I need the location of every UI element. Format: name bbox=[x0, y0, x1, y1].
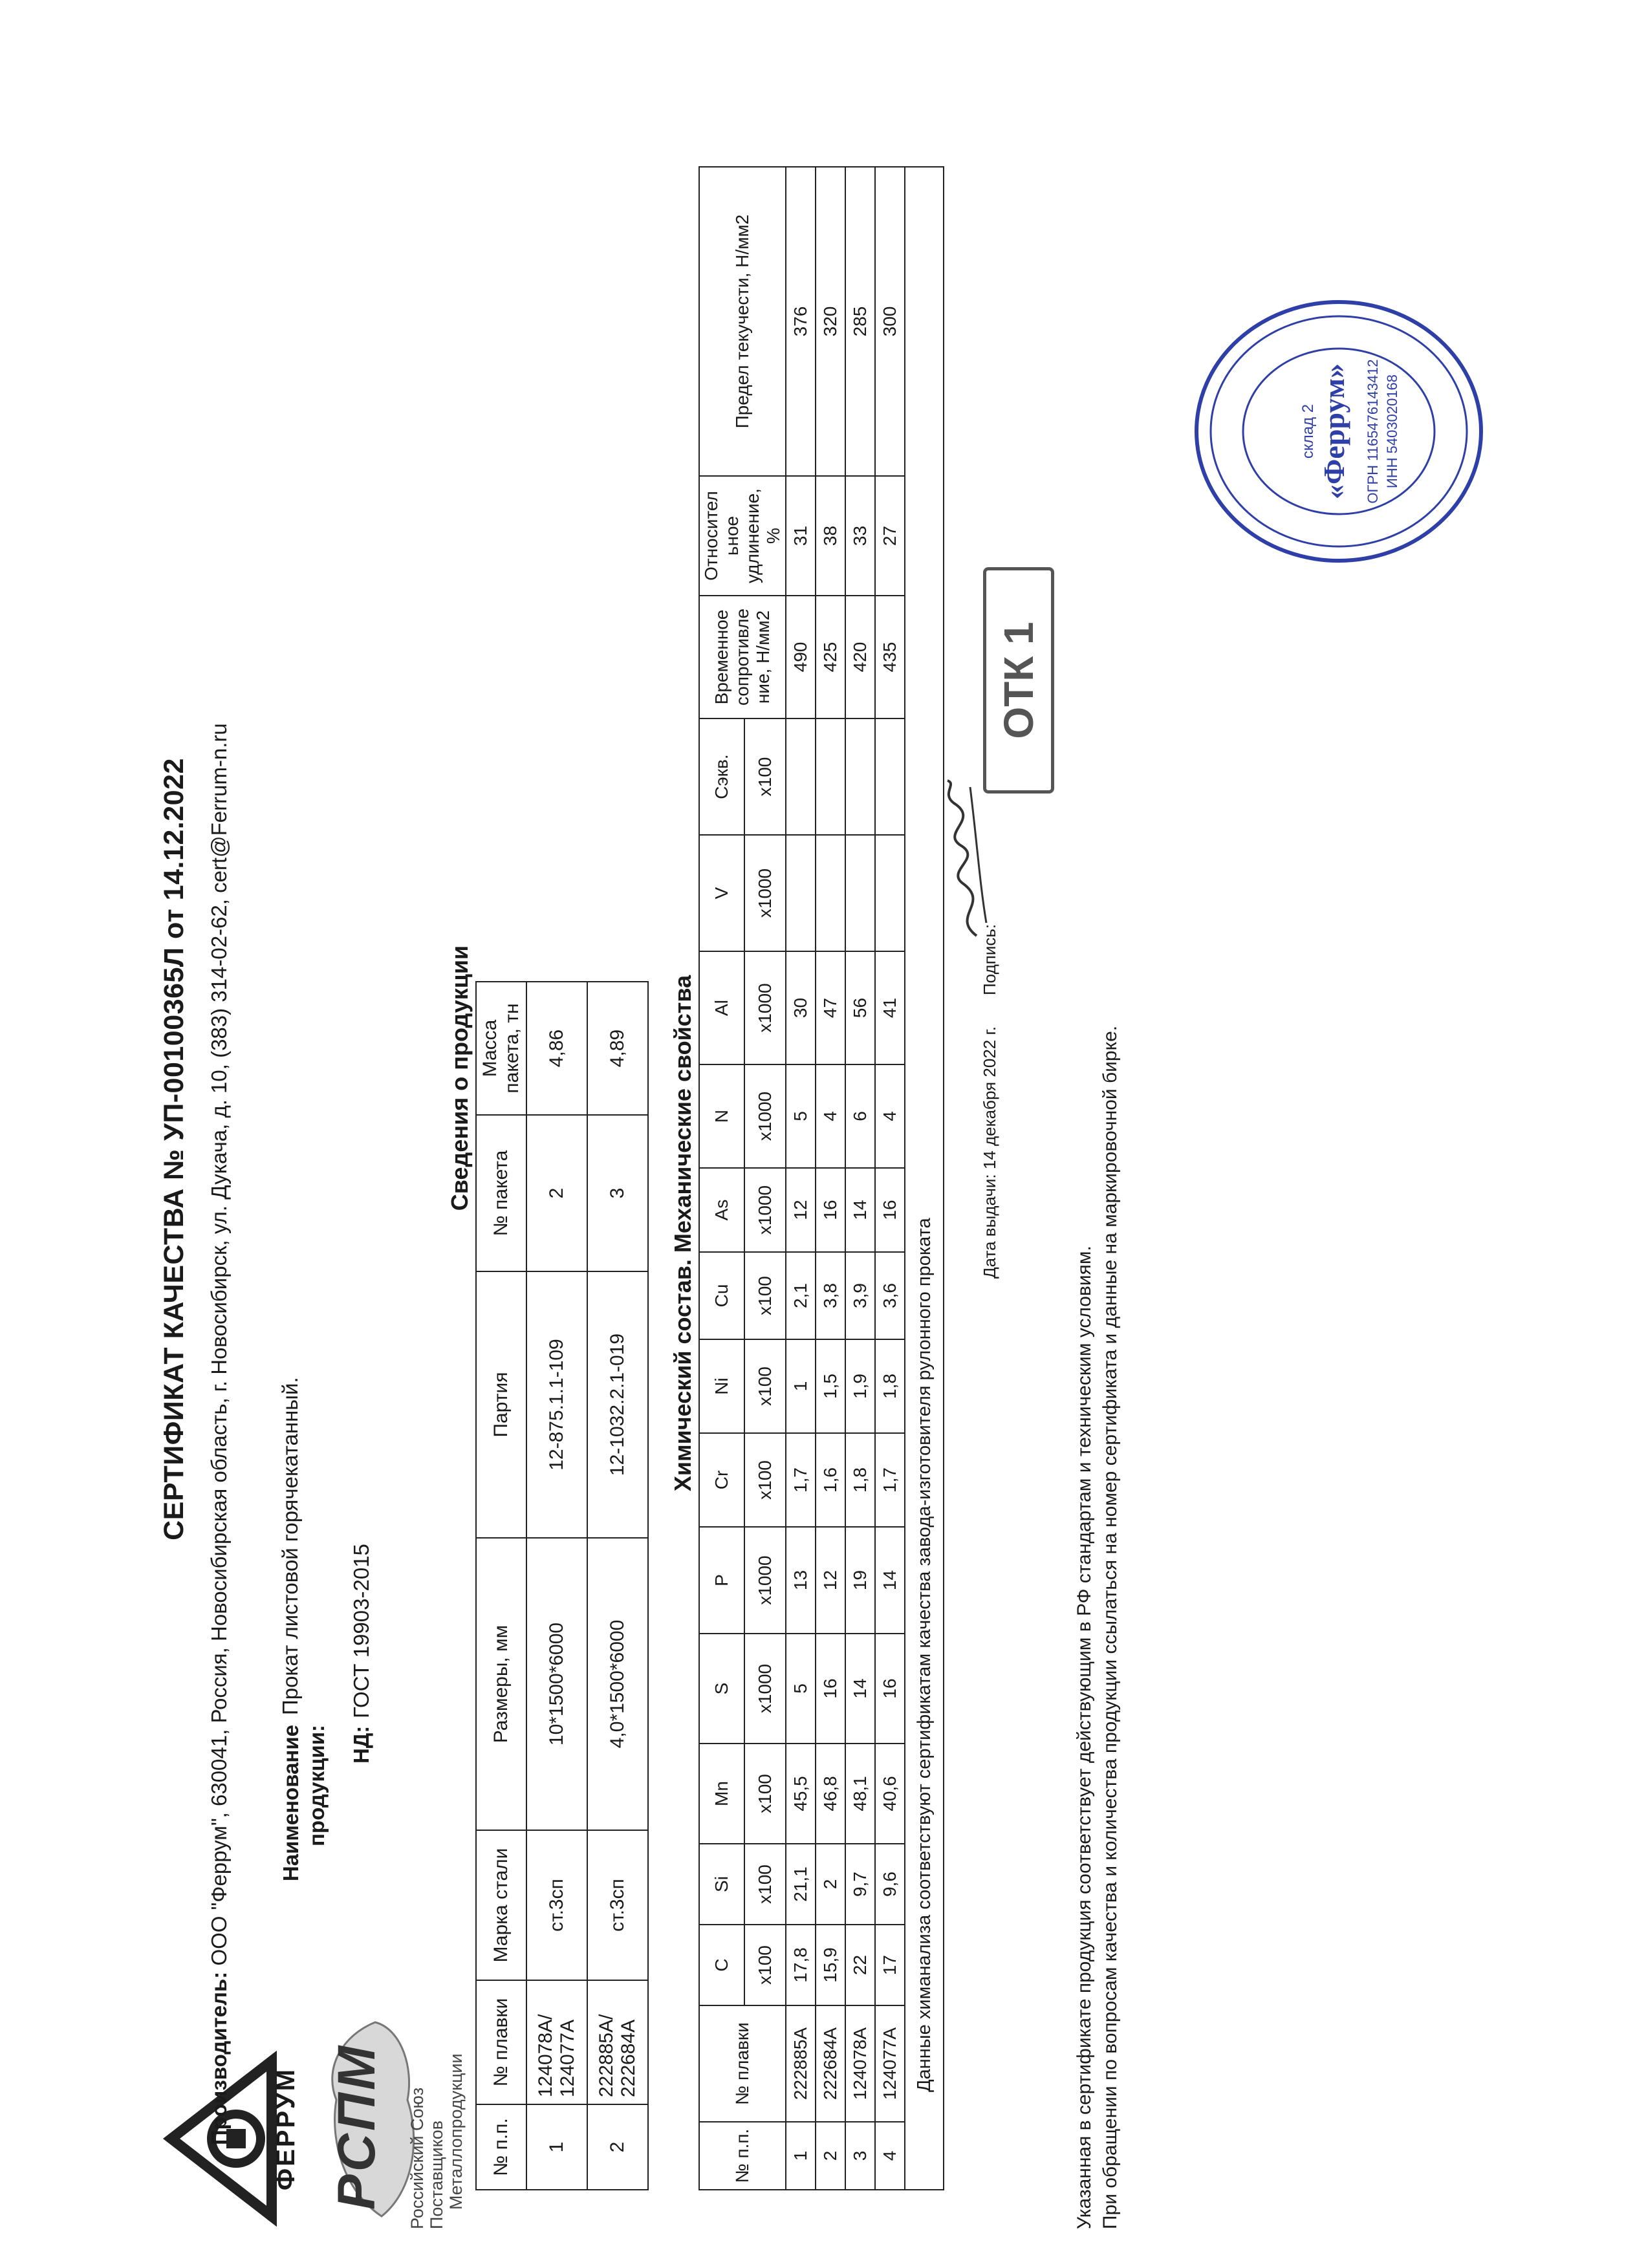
chem-note: Данные химанализа соответствуют сертификатам качества завода-изготовителя рулонного проката bbox=[905, 167, 944, 2190]
col-header: Cr bbox=[699, 1433, 744, 1527]
table-cell: 40,6 bbox=[875, 1744, 905, 1844]
table-cell: 4,0*1500*6000 bbox=[587, 1538, 648, 1830]
table-cell bbox=[816, 718, 845, 835]
table-cell: 5 bbox=[786, 1634, 816, 1744]
table-cell: 4,89 bbox=[587, 982, 648, 1115]
table-row bbox=[816, 167, 845, 2190]
table-cell: 48,1 bbox=[845, 1744, 875, 1844]
producer-line bbox=[207, 76, 232, 2145]
product-name-label-line1: Наименование bbox=[279, 1725, 303, 1882]
multiplier-cell: x100 bbox=[744, 1844, 786, 1925]
multiplier-cell: x100 bbox=[744, 1744, 786, 1844]
table-cell: 3,6 bbox=[875, 1252, 905, 1339]
table-cell: 3 bbox=[845, 2122, 875, 2190]
col-header: V bbox=[699, 835, 744, 951]
table-cell: 222885A bbox=[786, 2005, 816, 2122]
table-cell: 56 bbox=[845, 951, 875, 1064]
table-cell: 6 bbox=[845, 1064, 875, 1168]
otk-stamp bbox=[983, 567, 1054, 794]
table-cell: 45,5 bbox=[786, 1744, 816, 1844]
table-cell: 38 bbox=[816, 476, 845, 596]
col-header: P bbox=[699, 1527, 744, 1634]
table-cell: 2 bbox=[526, 1115, 587, 1271]
table-cell: 12 bbox=[816, 1527, 845, 1634]
table-cell bbox=[845, 835, 875, 951]
table-cell: 14 bbox=[845, 1634, 875, 1744]
footer-line1: Указанная в сертификате продукция соответствует действующим в РФ стандартам и техническим условиям. bbox=[1074, 1246, 1095, 2229]
table-cell: 420 bbox=[845, 596, 875, 718]
col-header: Сэкв. bbox=[699, 718, 744, 835]
table-cell: 31 bbox=[786, 476, 816, 596]
svg-text:ИНН 5403020168: ИНН 5403020168 bbox=[1384, 374, 1400, 489]
table-cell: 9,7 bbox=[845, 1844, 875, 1925]
multiplier-cell: x1000 bbox=[744, 835, 786, 951]
table-cell: 435 bbox=[875, 596, 905, 718]
table-cell: 1,7 bbox=[875, 1433, 905, 1527]
table-cell: 22 bbox=[845, 1925, 875, 2005]
table-cell: 124078A bbox=[845, 2005, 875, 2122]
table-cell: 1,6 bbox=[816, 1433, 845, 1527]
issue-date: Дата выдачи: 14 декабря 2022 г. bbox=[980, 1026, 999, 1279]
table-cell: 1 bbox=[786, 2122, 816, 2190]
table-cell: 4,86 bbox=[526, 982, 587, 1115]
table-cell bbox=[816, 835, 845, 951]
rspm-caption bbox=[407, 1996, 466, 2229]
col-header: Cu bbox=[699, 1252, 744, 1339]
table-cell: 425 bbox=[816, 596, 845, 718]
multiplier-cell: x100 bbox=[744, 1925, 786, 2005]
col-header: Партия bbox=[476, 1271, 526, 1538]
table-cell: 3,8 bbox=[816, 1252, 845, 1339]
col-header: Временное сопротивле ние, Н/мм2 bbox=[699, 596, 786, 718]
table-cell: 27 bbox=[875, 476, 905, 596]
table-row bbox=[587, 982, 648, 2190]
table-cell: 2 bbox=[587, 2104, 648, 2190]
table-cell: ст.3сп bbox=[526, 1830, 587, 1980]
multiplier-cell: x1000 bbox=[744, 1168, 786, 1252]
table-cell: 4 bbox=[875, 2122, 905, 2190]
table-cell: 320 bbox=[816, 167, 845, 476]
table-cell: 4 bbox=[816, 1064, 845, 1168]
table-cell: 21,1 bbox=[786, 1844, 816, 1925]
table-cell: 47 bbox=[816, 951, 845, 1064]
chem-note-row bbox=[905, 167, 944, 2190]
otk-stamp-text: ОТК 1 bbox=[995, 621, 1042, 739]
ferrum-logo-text: ФЕРРУМ bbox=[272, 2068, 300, 2190]
table-cell bbox=[875, 835, 905, 951]
table-cell: 3,9 bbox=[845, 1252, 875, 1339]
multiplier-cell: x100 bbox=[744, 1339, 786, 1433]
certificate-title: СЕРТИФИКАТ КАЧЕСТВА № УП-00100365Л от 14.12.2022 bbox=[158, 758, 189, 1540]
rspm-caption-line1: Российский Союз Поставщиков bbox=[407, 2087, 446, 2229]
table-cell: 30 bbox=[786, 951, 816, 1064]
product-name-label-line2: продукции: bbox=[305, 1725, 329, 1846]
chem-heading: Химический состав. Механические свойства bbox=[669, 975, 696, 1492]
col-header: № плавки bbox=[476, 1980, 526, 2104]
col-header: Mn bbox=[699, 1744, 744, 1844]
table-cell: 124078A/ 124077A bbox=[526, 1980, 587, 2104]
col-header: Предел текучести, Н/мм2 bbox=[699, 167, 786, 476]
svg-text:«Феррум»: «Феррум» bbox=[1317, 363, 1350, 500]
table-header-row bbox=[699, 167, 744, 2190]
multiplier-cell: x1000 bbox=[744, 1634, 786, 1744]
table-cell: 1,7 bbox=[786, 1433, 816, 1527]
col-header: C bbox=[699, 1925, 744, 2005]
table-cell: 1 bbox=[526, 2104, 587, 2190]
table-cell: 16 bbox=[875, 1168, 905, 1252]
table-cell bbox=[845, 718, 875, 835]
table-cell: 1,9 bbox=[845, 1339, 875, 1433]
table-cell: 13 bbox=[786, 1527, 816, 1634]
svg-text:склад 2: склад 2 bbox=[1299, 404, 1317, 459]
table-cell: 376 bbox=[786, 167, 816, 476]
col-header: Ni bbox=[699, 1339, 744, 1433]
multiplier-cell: x100 bbox=[744, 718, 786, 835]
table-cell: 5 bbox=[786, 1064, 816, 1168]
nd-label: НД: bbox=[349, 1725, 373, 1764]
table-cell: 2,1 bbox=[786, 1252, 816, 1339]
signature-label: Подпись: bbox=[980, 923, 999, 995]
table-cell: 16 bbox=[875, 1634, 905, 1744]
footer-line2: При обращении по вопросам качества и количества продукции ссылаться на номер сертификата и данные на маркировочной бирке. bbox=[1099, 1025, 1121, 2229]
producer-label: Производитель: bbox=[207, 1971, 231, 2145]
table-cell: 12-875.1.1-109 bbox=[526, 1271, 587, 1538]
col-header: As bbox=[699, 1168, 744, 1252]
col-header: N bbox=[699, 1064, 744, 1168]
product-name-label bbox=[278, 1725, 330, 1919]
table-cell: 3 bbox=[587, 1115, 648, 1271]
col-header: S bbox=[699, 1634, 744, 1744]
handwritten-signature bbox=[925, 774, 1002, 942]
svg-text:ОГРН 1165476143412: ОГРН 1165476143412 bbox=[1365, 359, 1381, 504]
col-header: Марка стали bbox=[476, 1830, 526, 1980]
table-cell: 285 bbox=[845, 167, 875, 476]
table-cell: 16 bbox=[816, 1168, 845, 1252]
table-cell: 1,8 bbox=[845, 1433, 875, 1527]
table-row bbox=[526, 982, 587, 2190]
col-header: Размеры, мм bbox=[476, 1538, 526, 1830]
table-cell: 15,9 bbox=[816, 1925, 845, 2005]
table-cell: 10*1500*6000 bbox=[526, 1538, 587, 1830]
table-row bbox=[875, 167, 905, 2190]
col-header: Si bbox=[699, 1844, 744, 1925]
producer-value: ООО "Феррум", 630041, Россия, Новосибирская область, г. Новосибирск, ул. Дукача, д. 10, (383) 314-02-62, cert@Ferrum-n.ru bbox=[207, 723, 231, 1966]
table-cell: 41 bbox=[875, 951, 905, 1064]
product-info-table bbox=[475, 981, 649, 2190]
multiplier-cell: x100 bbox=[744, 1433, 786, 1527]
table-header-row bbox=[476, 982, 526, 2190]
col-header: № п.п. bbox=[699, 2122, 786, 2190]
col-header: № плавки bbox=[699, 2005, 786, 2122]
table-cell bbox=[786, 835, 816, 951]
col-header: № пакета bbox=[476, 1115, 526, 1271]
table-cell: 2 bbox=[816, 1844, 845, 1925]
rspm-logo-text: РСПМ bbox=[327, 2043, 386, 2210]
table-cell: 4 bbox=[875, 1064, 905, 1168]
table-cell bbox=[875, 718, 905, 835]
table-cell: 1,5 bbox=[816, 1339, 845, 1433]
table-cell: ст.3сп bbox=[587, 1830, 648, 1980]
col-header: Относител ьное удлинение, % bbox=[699, 476, 786, 596]
table-cell: 9,6 bbox=[875, 1844, 905, 1925]
table-cell: 17,8 bbox=[786, 1925, 816, 2005]
table-cell: 12-1032.2.1-019 bbox=[587, 1271, 648, 1538]
multiplier-cell: x1000 bbox=[744, 1527, 786, 1634]
table-row bbox=[845, 167, 875, 2190]
table-row bbox=[786, 167, 816, 2190]
table-cell: 33 bbox=[845, 476, 875, 596]
table-cell: 124077A bbox=[875, 2005, 905, 2122]
table-cell: 16 bbox=[816, 1634, 845, 1744]
table-cell: 2 bbox=[816, 2122, 845, 2190]
chem-table bbox=[698, 166, 944, 2190]
product-name-value: Прокат листовой горячекатанный. bbox=[278, 1377, 302, 1715]
table-cell: 222684A bbox=[816, 2005, 845, 2122]
multiplier-cell: x1000 bbox=[744, 1064, 786, 1168]
nd-value: ГОСТ 19903-2015 bbox=[349, 1544, 373, 1718]
table-cell: 490 bbox=[786, 596, 816, 718]
rspm-caption-line2: Металлопродукции bbox=[446, 2053, 466, 2210]
table-cell: 19 bbox=[845, 1527, 875, 1634]
table-cell: 222885A/ 222684A bbox=[587, 1980, 648, 2104]
col-header: № п.п. bbox=[476, 2104, 526, 2190]
col-header: Масса пакета, тн bbox=[476, 982, 526, 1115]
table-cell: 300 bbox=[875, 167, 905, 476]
multiplier-cell: x100 bbox=[744, 1252, 786, 1339]
table-cell: 46,8 bbox=[816, 1744, 845, 1844]
table-cell: 1 bbox=[786, 1339, 816, 1433]
table-cell: 12 bbox=[786, 1168, 816, 1252]
table-cell: 17 bbox=[875, 1925, 905, 2005]
table-cell: 1,8 bbox=[875, 1339, 905, 1433]
table-cell: 14 bbox=[845, 1168, 875, 1252]
company-seal bbox=[1190, 296, 1488, 567]
table-cell bbox=[786, 718, 816, 835]
multiplier-cell: x1000 bbox=[744, 951, 786, 1064]
col-header: Al bbox=[699, 951, 744, 1064]
product-info-heading: Сведения о продукции bbox=[446, 945, 473, 1211]
table-cell: 14 bbox=[875, 1527, 905, 1634]
